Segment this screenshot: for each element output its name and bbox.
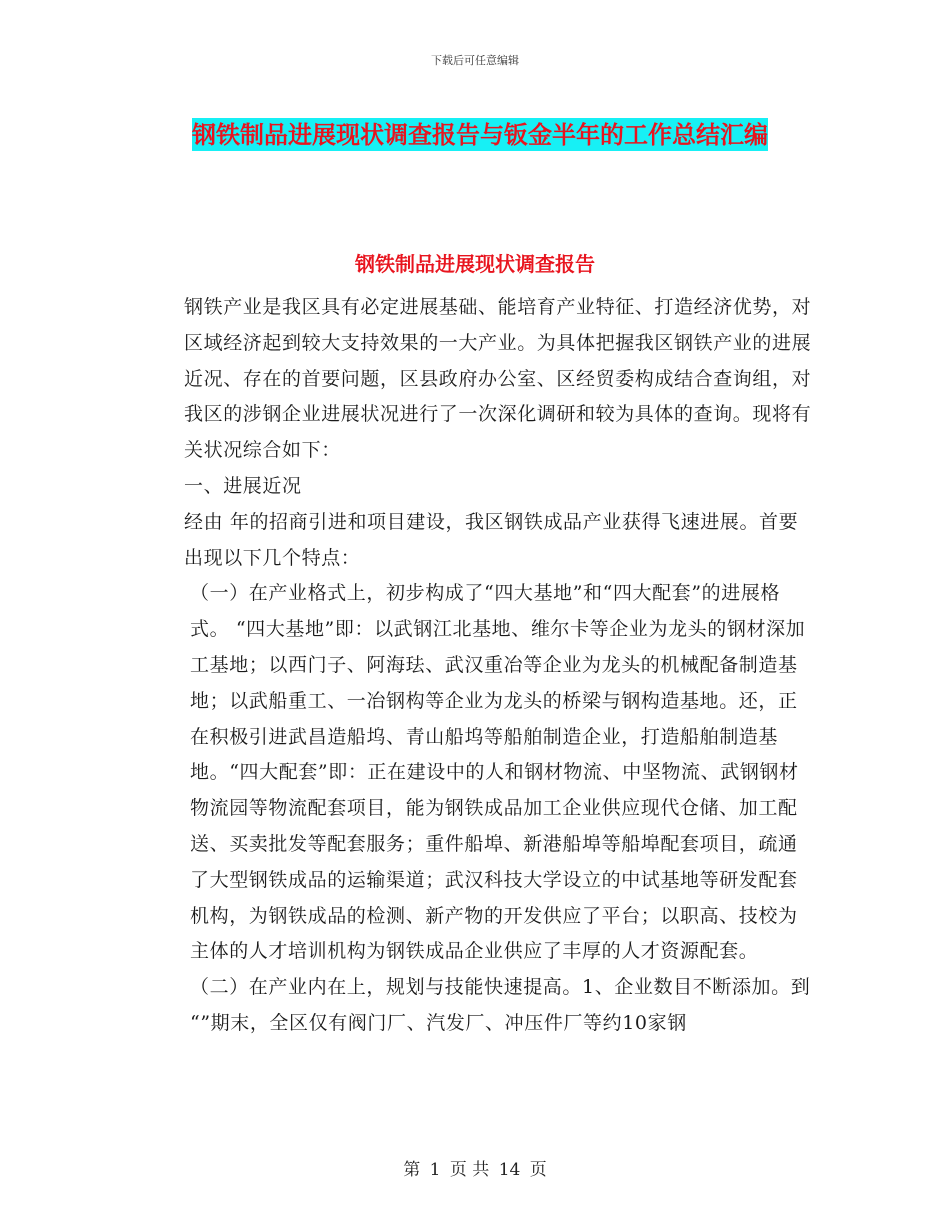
- paragraph-industry-pattern: （一）在产业格式上，初步构成了“四大基地”和“四大配套”的进展格式。 “四大基地”即：以武钢江北基地、维尔卡等企业为龙头的钢材深加工基地；以西门子、阿海珐、武汉重冶等企业为龙头的机械配备制造基地；以武船重工、一冶钢构等企业为龙头的桥梁与钢构造基地。还，正在积极引进武昌造船坞、青山船坞等船舶制造企业，打造船舶制造基地。“四大配套”即：正在建设中的人和钢材物流、中坚物流、武钢钢材物流园等物流配套项目，能为钢铁成品加工企业供应现代仓储、加工配送、买卖批发等配套服务；重件船埠、新港船埠等船埠配套项目，疏通了大型钢铁成品的运输渠道；武汉科技大学设立的中试基地等研发配套机构，为钢铁成品的检测、新产物的开发供应了平台；以职高、技校为主体的人才培训机构为钢铁成品企业供应了丰厚的人才资源配套。: [190, 582, 806, 963]
- footer-middle: 页 共: [449, 1160, 490, 1180]
- document-title: [150, 112, 810, 158]
- paragraph-overview: 经由 年的招商引进和项目建设，我区钢铁成品产业获得飞速进展。首要出现以下几个特点：: [184, 510, 799, 569]
- header-note: 下载后可任意编辑: [431, 54, 519, 67]
- footer-prefix: 第: [403, 1160, 421, 1180]
- heading-progress: 一、进展近况: [184, 474, 302, 497]
- page-footer: [0, 1155, 950, 1180]
- document-title-text: 钢铁制品进展现状调查报告与钣金半年的工作总结汇编: [192, 120, 768, 149]
- document-body: [142, 290, 814, 1042]
- section-title: 钢铁制品进展现状调查报告: [355, 252, 595, 276]
- paragraph-intro: 钢铁产业是我区具有必定进展基础、能培育产业特征、打造经济优势，对区域经济起到较大支持效果的一大产业。为具体把握我区钢铁产业的进展近况、存在的首要问题，区县政府办公室、区经贸委构成结合查询组，对我区的涉钢企业进展状况进行了一次深化调研和较为具体的查询。现将有关状况综合如下：: [184, 296, 812, 462]
- paragraph-industry-scale: （二）在产业内在上，规划与技能快速提高。1、企业数目不断添加。到 “”期末，全区仅有阀门厂、汽发厂、冲压件厂等约10家钢: [190, 976, 811, 1034]
- footer-page-number: 1: [429, 1160, 441, 1180]
- footer-total-pages: 14: [498, 1160, 521, 1180]
- footer-suffix: 页: [529, 1160, 547, 1180]
